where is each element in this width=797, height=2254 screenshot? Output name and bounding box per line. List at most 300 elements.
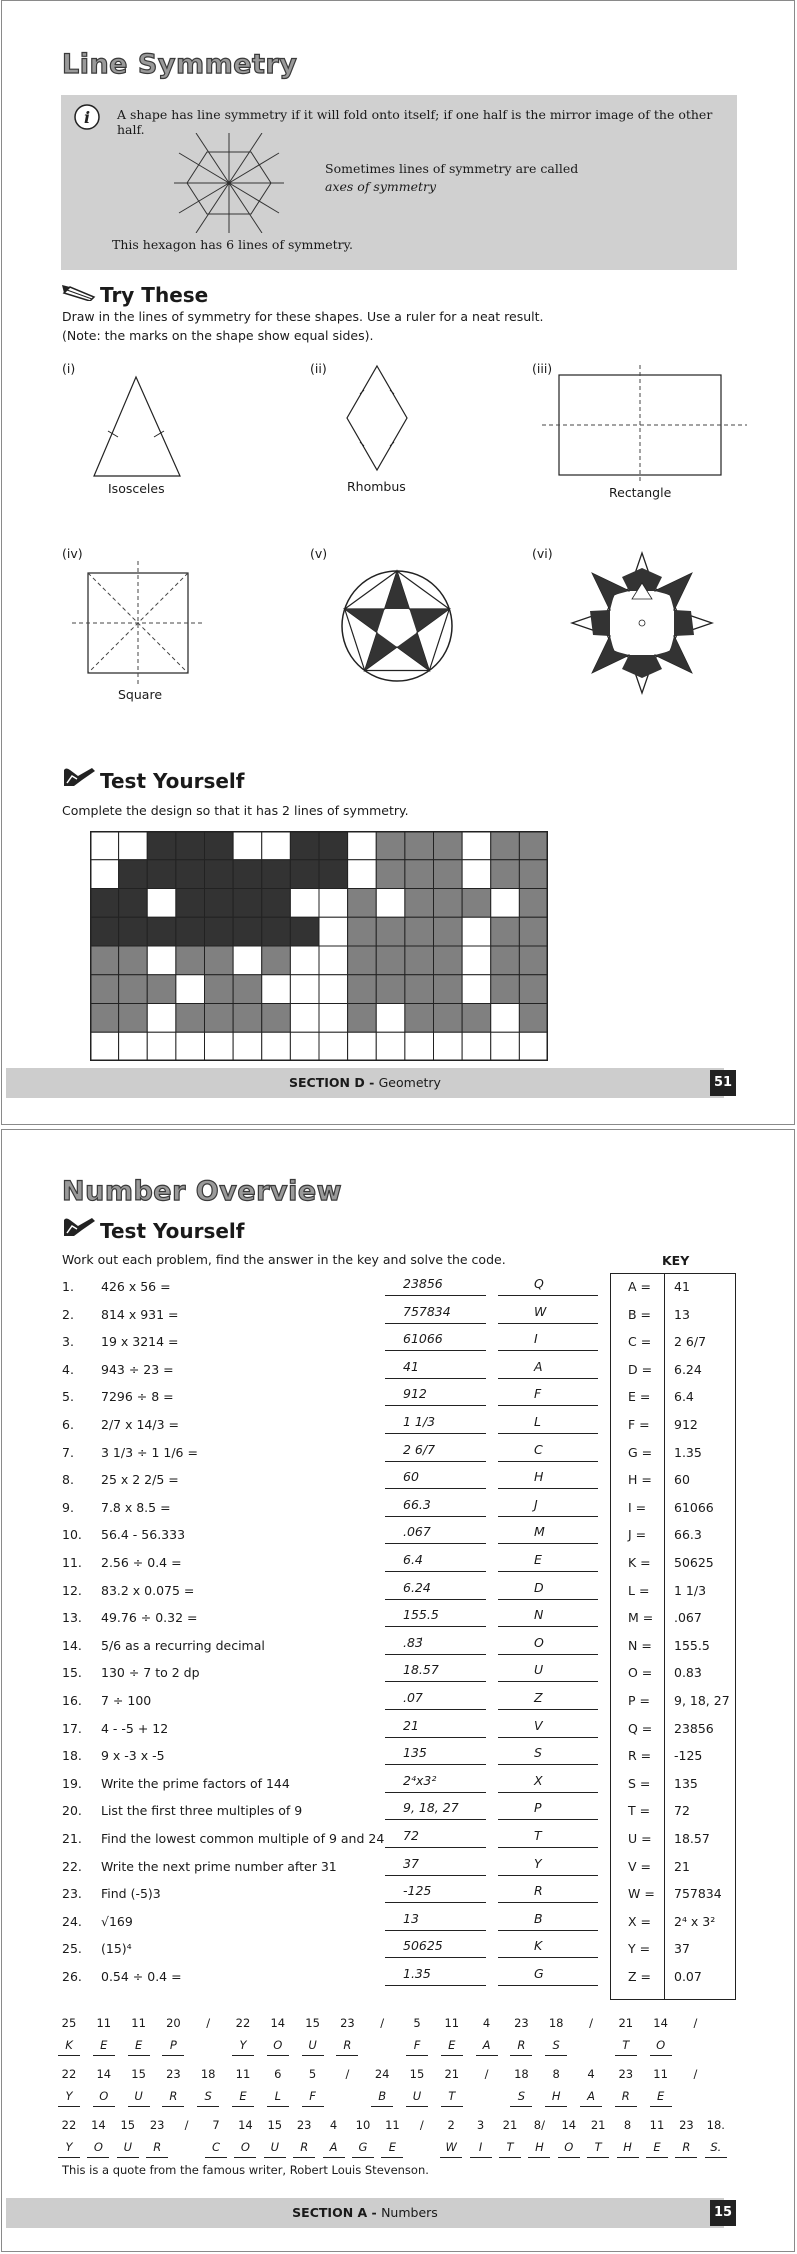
- grid-cell[interactable]: [262, 1004, 291, 1033]
- grid-cell[interactable]: [348, 1032, 377, 1061]
- code-number: 21: [502, 2118, 518, 2132]
- question-row: [62, 1825, 602, 1852]
- grid-cell[interactable]: [90, 889, 119, 918]
- answer-field[interactable]: 72: [385, 1828, 486, 1848]
- code-letter-blank[interactable]: Y: [58, 2140, 80, 2158]
- code-letter-blank[interactable]: O: [650, 2038, 672, 2056]
- code-letter-blank[interactable]: T: [587, 2140, 609, 2158]
- code-number: /: [380, 2016, 385, 2030]
- code-letter-blank[interactable]: O: [558, 2140, 580, 2158]
- code-letter-blank[interactable]: I: [470, 2140, 492, 2158]
- hand-writing-icon: [62, 1216, 96, 1238]
- code-letter-blank[interactable]: T: [441, 2089, 463, 2107]
- grid-cell[interactable]: [147, 1032, 176, 1061]
- question-number: 10.: [62, 1527, 82, 1543]
- code-letter-blank[interactable]: P: [162, 2038, 184, 2056]
- try-these-instruction-1: Draw in the lines of symmetry for these shapes. Use a ruler for a neat result.: [62, 309, 544, 324]
- grid-cell[interactable]: [262, 917, 291, 946]
- code-letter-blank[interactable]: R: [615, 2089, 637, 2107]
- grid-cell[interactable]: [119, 1032, 148, 1061]
- grid-cell[interactable]: [90, 975, 119, 1004]
- grid-cell[interactable]: [376, 946, 405, 975]
- question-row: [62, 1439, 602, 1466]
- code-number: /: [589, 2016, 593, 2030]
- hexagon-diagram: [174, 133, 284, 233]
- grid-cell[interactable]: [491, 860, 520, 889]
- code-letter-blank[interactable]: F: [302, 2089, 324, 2107]
- grid-cell[interactable]: [462, 831, 491, 860]
- code-letter-blank[interactable]: U: [302, 2038, 324, 2056]
- grid-cell[interactable]: [348, 889, 377, 918]
- grid-cell[interactable]: [119, 917, 148, 946]
- rhombus-shape: [342, 363, 412, 473]
- answer-field[interactable]: .83̇: [385, 1635, 486, 1655]
- grid-cell[interactable]: [348, 946, 377, 975]
- letter-field[interactable]: O: [498, 1635, 598, 1655]
- grid-cell[interactable]: [90, 1032, 119, 1061]
- answer-field[interactable]: 66.3: [385, 1497, 486, 1517]
- grid-cell[interactable]: [434, 1004, 463, 1033]
- key-row: [610, 1549, 736, 1576]
- grid-cell[interactable]: [233, 946, 262, 975]
- answer-field[interactable]: 1 1/3: [385, 1414, 486, 1434]
- code-letter-blank[interactable]: E: [381, 2140, 403, 2158]
- grid-cell[interactable]: [519, 946, 548, 975]
- grid-cell[interactable]: [233, 917, 262, 946]
- grid-cell[interactable]: [434, 889, 463, 918]
- grid-cell[interactable]: [405, 1004, 434, 1033]
- grid-cell[interactable]: [147, 917, 176, 946]
- letter-field[interactable]: G: [498, 1966, 598, 1986]
- grid-cell[interactable]: [176, 1032, 205, 1061]
- letter-field[interactable]: A: [498, 1359, 598, 1379]
- code-number: 23: [618, 2067, 634, 2081]
- answer-field[interactable]: 50625: [385, 1938, 486, 1958]
- code-letter-blank[interactable]: R: [336, 2038, 358, 2056]
- question-number: 1.: [62, 1279, 74, 1294]
- grid-cell[interactable]: [519, 831, 548, 860]
- code-letter-blank[interactable]: E: [650, 2089, 672, 2107]
- grid-cell[interactable]: [405, 1032, 434, 1061]
- code-letter-blank[interactable]: R: [293, 2140, 315, 2158]
- grid-cell[interactable]: [290, 1004, 319, 1033]
- key-letter: L =: [628, 1582, 650, 1598]
- code-letter-blank[interactable]: Y: [232, 2038, 254, 2056]
- answer-field[interactable]: 9, 18, 27: [385, 1800, 486, 1820]
- answer-field[interactable]: 2 6/7: [385, 1442, 486, 1462]
- answer-field[interactable]: 155.5: [385, 1607, 486, 1627]
- grid-cell[interactable]: [519, 975, 548, 1004]
- code-number: 14: [653, 2016, 668, 2030]
- answer-field[interactable]: 757834: [385, 1304, 486, 1324]
- code-letter-blank[interactable]: E: [646, 2140, 668, 2158]
- answer-field[interactable]: 60: [385, 1469, 486, 1489]
- grid-cell[interactable]: [290, 946, 319, 975]
- letter-field[interactable]: V: [498, 1718, 598, 1738]
- grid-cell[interactable]: [462, 1032, 491, 1061]
- answer-field[interactable]: 37: [385, 1856, 486, 1876]
- key-letter: G =: [628, 1444, 653, 1460]
- grid-cell[interactable]: [290, 889, 319, 918]
- grid-cell[interactable]: [90, 860, 119, 889]
- question-row: [62, 1549, 602, 1576]
- grid-cell[interactable]: [119, 975, 148, 1004]
- grid-cell[interactable]: [348, 831, 377, 860]
- grid-cell[interactable]: [462, 917, 491, 946]
- grid-cell[interactable]: [491, 975, 520, 1004]
- grid-cell[interactable]: [233, 831, 262, 860]
- shape-number-vi: (vi): [532, 546, 553, 561]
- letter-field[interactable]: U: [498, 1662, 598, 1682]
- grid-cell[interactable]: [348, 1004, 377, 1033]
- code-letter-blank[interactable]: H: [545, 2089, 567, 2107]
- code-letter-blank[interactable]: U: [117, 2140, 139, 2158]
- letter-field[interactable]: P: [498, 1800, 598, 1820]
- grid-cell[interactable]: [519, 1032, 548, 1061]
- code-letter-blank[interactable]: A: [476, 2038, 498, 2056]
- grid-cell[interactable]: [233, 975, 262, 1004]
- code-number: 2: [447, 2118, 455, 2132]
- grid-cell[interactable]: [119, 1004, 148, 1033]
- letter-field[interactable]: Y: [498, 1856, 598, 1876]
- grid-cell[interactable]: [319, 1032, 348, 1061]
- key-row: [610, 1383, 736, 1410]
- code-letter-blank[interactable]: U: [406, 2089, 428, 2107]
- code-number: 15: [267, 2118, 283, 2132]
- grid-cell[interactable]: [491, 946, 520, 975]
- code-number: 18.: [706, 2118, 725, 2132]
- key-row: [610, 1632, 736, 1659]
- key-value: 41: [674, 1279, 690, 1294]
- grid-cell[interactable]: [376, 1004, 405, 1033]
- code-letter-blank[interactable]: E: [128, 2038, 150, 2056]
- grid-cell[interactable]: [119, 889, 148, 918]
- code-letter-blank[interactable]: O: [87, 2140, 109, 2158]
- answer-field[interactable]: 6.4: [385, 1552, 486, 1572]
- answer-field[interactable]: 21: [385, 1718, 486, 1738]
- answer-field[interactable]: .07: [385, 1690, 486, 1710]
- grid-cell[interactable]: [147, 831, 176, 860]
- code-number: 23: [296, 2118, 312, 2132]
- grid-cell[interactable]: [376, 975, 405, 1004]
- footer-topic: Numbers: [381, 2205, 438, 2220]
- letter-field[interactable]: I: [498, 1331, 598, 1351]
- answer-field[interactable]: 13: [385, 1911, 486, 1931]
- grid-cell[interactable]: [205, 917, 234, 946]
- grid-cell[interactable]: [90, 917, 119, 946]
- letter-field[interactable]: F: [498, 1386, 598, 1406]
- page-number: 15: [710, 2200, 736, 2226]
- code-letter-blank[interactable]: A: [323, 2140, 345, 2158]
- grid-cell[interactable]: [147, 975, 176, 1004]
- grid-cell[interactable]: [519, 1004, 548, 1033]
- letter-field[interactable]: T: [498, 1828, 598, 1848]
- grid-cell[interactable]: [176, 917, 205, 946]
- code-letter-blank[interactable]: R: [162, 2089, 184, 2107]
- axes-note-line1: Sometimes lines of symmetry are called: [325, 161, 579, 176]
- code-letter-blank[interactable]: O: [93, 2089, 115, 2107]
- grid-cell[interactable]: [176, 889, 205, 918]
- code-letter-blank[interactable]: R: [510, 2038, 532, 2056]
- grid-cell[interactable]: [519, 889, 548, 918]
- grid-cell[interactable]: [462, 1004, 491, 1033]
- code-number: 23: [679, 2118, 694, 2132]
- code-letter-blank[interactable]: R: [675, 2140, 697, 2158]
- grid-cell[interactable]: [290, 1032, 319, 1061]
- code-number: 21: [590, 2118, 606, 2132]
- question-row: [62, 1880, 602, 1907]
- code-number: 24: [374, 2067, 390, 2081]
- letter-field[interactable]: S: [498, 1745, 598, 1765]
- letter-field[interactable]: J: [498, 1497, 598, 1517]
- code-letter-blank[interactable]: C: [205, 2140, 227, 2158]
- letter-field[interactable]: H: [498, 1469, 598, 1489]
- grid-cell[interactable]: [405, 889, 434, 918]
- test-yourself-heading: Test Yourself: [100, 769, 245, 793]
- code-letter-blank[interactable]: E: [93, 2038, 115, 2056]
- grid-cell[interactable]: [462, 860, 491, 889]
- key-letter: S =: [628, 1775, 651, 1791]
- grid-cell[interactable]: [491, 1032, 520, 1061]
- question-number: 22.: [62, 1858, 82, 1874]
- letter-field[interactable]: R: [498, 1883, 598, 1903]
- grid-cell[interactable]: [491, 889, 520, 918]
- grid-cell[interactable]: [405, 860, 434, 889]
- letter-field[interactable]: W: [498, 1304, 598, 1324]
- letter-field[interactable]: L: [498, 1414, 598, 1434]
- letter-field[interactable]: B: [498, 1911, 598, 1931]
- question-text: Write the next prime number after 31: [101, 1858, 337, 1874]
- question-text: 19 x 3214 =: [101, 1334, 179, 1350]
- code-letter-blank[interactable]: W: [440, 2140, 462, 2158]
- key-value: 2 6/7: [674, 1334, 707, 1350]
- key-letter: I =: [628, 1499, 647, 1515]
- code-letter-blank[interactable]: F: [406, 2038, 428, 2056]
- grid-cell[interactable]: [319, 917, 348, 946]
- grid-cell[interactable]: [491, 831, 520, 860]
- code-letter-blank[interactable]: T: [499, 2140, 521, 2158]
- grid-cell[interactable]: [205, 1004, 234, 1033]
- grid-cell[interactable]: [319, 975, 348, 1004]
- answer-field[interactable]: .067: [385, 1524, 486, 1544]
- question-text: 83.2 x 0.075 =: [101, 1582, 195, 1598]
- grid-cell[interactable]: [262, 831, 291, 860]
- grid-cell[interactable]: [176, 946, 205, 975]
- question-row: [62, 1797, 602, 1824]
- grid-cell[interactable]: [262, 975, 291, 1004]
- code-letter-blank[interactable]: T: [615, 2038, 637, 2056]
- grid-cell[interactable]: [319, 860, 348, 889]
- answer-field[interactable]: 2⁴x3²: [385, 1773, 486, 1793]
- letter-field[interactable]: K: [498, 1938, 598, 1958]
- question-row: [62, 1301, 602, 1328]
- grid-cell[interactable]: [205, 946, 234, 975]
- key-row: [610, 1273, 736, 1300]
- grid-cell[interactable]: [205, 860, 234, 889]
- grid-cell[interactable]: [405, 975, 434, 1004]
- code-number: 8: [552, 2067, 560, 2081]
- grid-cell[interactable]: [205, 1032, 234, 1061]
- code-letter-blank[interactable]: S: [510, 2089, 532, 2107]
- grid-cell[interactable]: [290, 917, 319, 946]
- grid-cell[interactable]: [462, 975, 491, 1004]
- grid-cell[interactable]: [147, 946, 176, 975]
- grid-cell[interactable]: [434, 946, 463, 975]
- code-number: 10: [355, 2118, 371, 2132]
- answer-field[interactable]: 41: [385, 1359, 486, 1379]
- grid-cell[interactable]: [119, 946, 148, 975]
- grid-cell[interactable]: [290, 975, 319, 1004]
- answer-field[interactable]: 6.24: [385, 1580, 486, 1600]
- question-text: 0.54 ÷ 0.4 =: [101, 1969, 182, 1984]
- grid-cell[interactable]: [176, 860, 205, 889]
- grid-cell[interactable]: [376, 831, 405, 860]
- grid-cell[interactable]: [434, 975, 463, 1004]
- answer-field[interactable]: 135: [385, 1745, 486, 1765]
- code-letter-blank[interactable]: R: [146, 2140, 168, 2158]
- code-letter-blank[interactable]: O: [234, 2140, 256, 2158]
- letter-field[interactable]: Z: [498, 1690, 598, 1710]
- grid-cell[interactable]: [405, 917, 434, 946]
- grid-cell[interactable]: [405, 831, 434, 860]
- code-letter-blank[interactable]: S: [545, 2038, 567, 2056]
- grid-cell[interactable]: [348, 860, 377, 889]
- grid-cell[interactable]: [147, 1004, 176, 1033]
- letter-field[interactable]: M: [498, 1524, 598, 1544]
- grid-cell[interactable]: [348, 917, 377, 946]
- grid-cell[interactable]: [319, 889, 348, 918]
- shape-name-rectangle: Rectangle: [609, 485, 672, 500]
- grid-cell[interactable]: [434, 860, 463, 889]
- grid-cell[interactable]: [519, 860, 548, 889]
- grid-cell[interactable]: [319, 831, 348, 860]
- grid-cell[interactable]: [319, 946, 348, 975]
- grid-cell[interactable]: [462, 946, 491, 975]
- grid-cell[interactable]: [376, 889, 405, 918]
- key-row: [610, 1715, 736, 1742]
- grid-cell[interactable]: [176, 975, 205, 1004]
- question-text: 7296 ÷ 8 =: [101, 1389, 174, 1405]
- info-icon: [73, 103, 101, 131]
- letter-field[interactable]: N: [498, 1607, 598, 1627]
- grid-cell[interactable]: [348, 975, 377, 1004]
- answer-field[interactable]: -125: [385, 1883, 486, 1903]
- grid-cell[interactable]: [233, 1032, 262, 1061]
- letter-field[interactable]: E: [498, 1552, 598, 1572]
- grid-cell[interactable]: [90, 946, 119, 975]
- answer-field[interactable]: 23856: [385, 1276, 486, 1296]
- code-number: 15: [131, 2067, 146, 2081]
- grid-cell[interactable]: [205, 975, 234, 1004]
- code-letter-blank[interactable]: G: [352, 2140, 374, 2158]
- footer-section: SECTION A -: [292, 2205, 382, 2220]
- grid-cell[interactable]: [262, 1032, 291, 1061]
- code-letter-blank[interactable]: A: [580, 2089, 602, 2107]
- key-letter: B =: [628, 1306, 652, 1322]
- letter-field[interactable]: X: [498, 1773, 598, 1793]
- grid-cell[interactable]: [434, 831, 463, 860]
- code-letter-blank[interactable]: Y: [58, 2089, 80, 2107]
- letter-field[interactable]: C: [498, 1442, 598, 1462]
- code-letter-blank[interactable]: K: [58, 2038, 80, 2056]
- code-letter-blank[interactable]: S: [197, 2089, 219, 2107]
- answer-field[interactable]: 912: [385, 1386, 486, 1406]
- grid-cell[interactable]: [462, 889, 491, 918]
- grid-cell[interactable]: [290, 860, 319, 889]
- grid-cell[interactable]: [434, 1032, 463, 1061]
- code-letter-blank[interactable]: B: [371, 2089, 393, 2107]
- code-letter-blank[interactable]: U: [264, 2140, 286, 2158]
- try-these-instruction-2: (Note: the marks on the shape show equal sides).: [62, 328, 374, 343]
- grid-cell[interactable]: [176, 831, 205, 860]
- grid-cell[interactable]: [376, 917, 405, 946]
- question-number: 23.: [62, 1886, 82, 1902]
- grid-cell[interactable]: [519, 917, 548, 946]
- grid-cell[interactable]: [376, 860, 405, 889]
- grid-cell[interactable]: [147, 860, 176, 889]
- grid-cell[interactable]: [90, 831, 119, 860]
- grid-cell[interactable]: [434, 917, 463, 946]
- code-letter-blank[interactable]: H: [617, 2140, 639, 2158]
- grid-cell[interactable]: [233, 860, 262, 889]
- answer-field[interactable]: 1.35: [385, 1966, 486, 1986]
- code-letter-blank[interactable]: O: [267, 2038, 289, 2056]
- code-letter-blank[interactable]: E: [441, 2038, 463, 2056]
- grid-cell[interactable]: [290, 831, 319, 860]
- symmetry-design-grid[interactable]: [90, 831, 548, 1061]
- question-text: 56.4 - 56.333: [101, 1527, 186, 1543]
- letter-field[interactable]: Q: [498, 1276, 598, 1296]
- code-letter-blank[interactable]: L: [267, 2089, 289, 2107]
- grid-cell[interactable]: [405, 946, 434, 975]
- grid-cell[interactable]: [262, 860, 291, 889]
- grid-cell[interactable]: [147, 889, 176, 918]
- grid-cell[interactable]: [233, 1004, 262, 1033]
- grid-cell[interactable]: [176, 1004, 205, 1033]
- question-text: √169: [101, 1913, 133, 1929]
- code-letter-blank[interactable]: S.: [705, 2140, 727, 2158]
- grid-cell[interactable]: [90, 1004, 119, 1033]
- key-value: 1.35: [674, 1444, 702, 1460]
- grid-cell[interactable]: [119, 860, 148, 889]
- answer-field[interactable]: 18.57: [385, 1662, 486, 1682]
- hand-writing-icon: [62, 766, 96, 788]
- grid-cell[interactable]: [233, 889, 262, 918]
- grid-cell[interactable]: [119, 831, 148, 860]
- key-value: 23856: [674, 1720, 714, 1736]
- key-value: 757834: [674, 1886, 722, 1902]
- code-letter-blank[interactable]: U: [128, 2089, 150, 2107]
- grid-cell[interactable]: [491, 917, 520, 946]
- letter-field[interactable]: D: [498, 1580, 598, 1600]
- key-row: [610, 1494, 736, 1521]
- code-letter-blank[interactable]: H: [528, 2140, 550, 2158]
- key-row: [610, 1825, 736, 1852]
- grid-cell[interactable]: [376, 1032, 405, 1061]
- question-text: 814 x 931 =: [101, 1306, 179, 1322]
- grid-cell[interactable]: [262, 946, 291, 975]
- key-letter: M =: [628, 1610, 654, 1626]
- grid-cell[interactable]: [205, 889, 234, 918]
- grid-cell[interactable]: [205, 831, 234, 860]
- answer-field[interactable]: 61066: [385, 1331, 486, 1351]
- code-letter-blank[interactable]: E: [232, 2089, 254, 2107]
- grid-cell[interactable]: [262, 889, 291, 918]
- grid-cell[interactable]: [491, 1004, 520, 1033]
- code-number: 14: [238, 2118, 253, 2132]
- key-row: [610, 1521, 736, 1548]
- grid-cell[interactable]: [319, 1004, 348, 1033]
